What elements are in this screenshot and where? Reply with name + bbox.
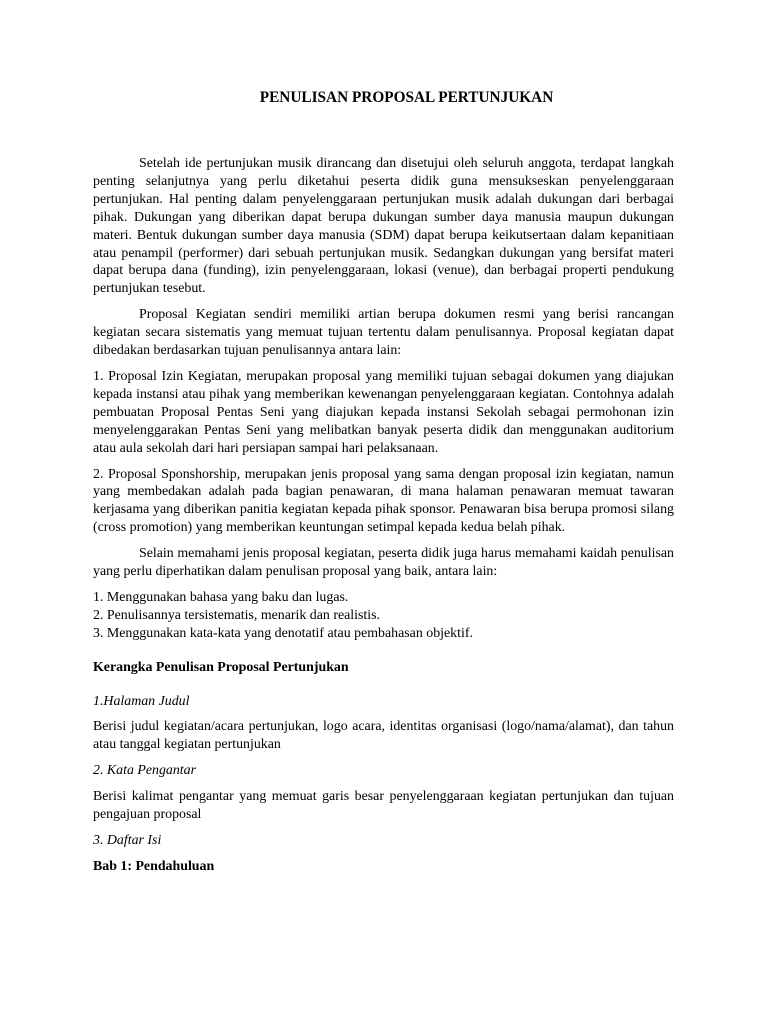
paragraph-intro: Setelah ide pertunjukan musik dirancang dan disetujui oleh seluruh anggota, terdapat langkah penting selanjutnya yang perlu diketahui peserta didik guna mensukseskan penyelenggaraan pertunjukan. Hal penting dalam penyelenggaraan pertunjukan musik adalah dukungan dari berbagai pihak. Dukungan yang diberikan dapat berupa dukungan sumber daya manusia maupun dukungan materi. Bentuk dukungan sumber daya manusia (SDM) dapat berupa keikutsertaan dalam kepanitiaan atau penampil (performer) dari sebuah pertunjukan musik. Sedangkan dukungan yang bersifat materi dapat berupa dana (funding), izin penyelenggaraan, lokasi (venue), dan berbagai properti pendukung pertunjukan tesebut. [93, 156, 674, 297]
section-heading: Kerangka Penulisan Proposal Pertunjukan [93, 659, 349, 675]
rules-list [93, 589, 674, 643]
document-title: PENULISAN PROPOSAL PERTUNJUKAN [259, 89, 554, 106]
document-page [93, 88, 674, 876]
subsection-body-kata-pengantar: Berisi kalimat pengantar yang memuat garis besar penyelenggaraan kegiatan pertunjukan dan tujuan pengajuan proposal [93, 789, 674, 823]
subsection-title-halaman-judul: 1.Halaman Judul [93, 693, 190, 709]
paragraph-izin-kegiatan: 1. Proposal Izin Kegiatan, merupakan proposal yang memiliki tujuan sebagai dokumen yang diajukan kepada instansi atau pihak yang memberikan kewenangan penyelenggaraan kegiatan. Contohnya adalah pembuatan Proposal Pentas Seni yang diajukan kepada instansi Sekolah sebagai permohonan izin menyelenggarakan Pentas Seni yang melibatkan banyak peserta didik dan menggunakan auditorium atau aula sekolah dari hari persiapan sampai hari pelaksanaan. [93, 368, 674, 456]
list-item: 2. Penulisannya tersistematis, menarik dan realistis. [93, 607, 381, 623]
paragraph-kaidah: Selain memahami jenis proposal kegiatan, peserta didik juga harus memahami kaidah penulisan yang perlu diperhatikan dalam penulisan proposal yang baik, antara lain: [93, 546, 674, 580]
subsection-body-halaman-judul: Berisi judul kegiatan/acara pertunjukan, logo acara, identitas organisasi (logo/nama/alamat), dan tahun atau tanggal kegiatan pertunjukan [93, 719, 674, 753]
paragraph-proposal-definition: Proposal Kegiatan sendiri memiliki artian berupa dokumen resmi yang berisi rancangan kegiatan secara sistematis yang memuat tujuan tertentu dalam penulisannya. Proposal kegiatan dapat dibedakan berdasarkan tujuan penulisannya antara lain: [93, 307, 674, 359]
list-item: 1. Menggunakan bahasa yang baku dan lugas. [93, 589, 349, 605]
list-item: 3. Menggunakan kata-kata yang denotatif atau pembahasan objektif. [93, 625, 473, 641]
subsection-title-daftar-isi: 3. Daftar Isi [93, 833, 162, 848]
subsection-title-kata-pengantar: 2. Kata Pengantar [93, 763, 197, 779]
paragraph-sponsorship: 2. Proposal Sponshorship, merupakan jenis proposal yang sama dengan proposal izin kegiatan, namun yang membedakan adalah pada bagian penawaran, di mana halaman penawaran memuat tawaran kerjasama yang diberikan panitia kegiatan kepada pihak sponsor. Penawaran bisa berupa promosi silang (cross promotion) yang memberikan keuntungan setimpal kepada kedua belah pihak. [93, 466, 674, 536]
chapter-heading-bab-1: Bab 1: Pendahuluan [93, 858, 215, 874]
